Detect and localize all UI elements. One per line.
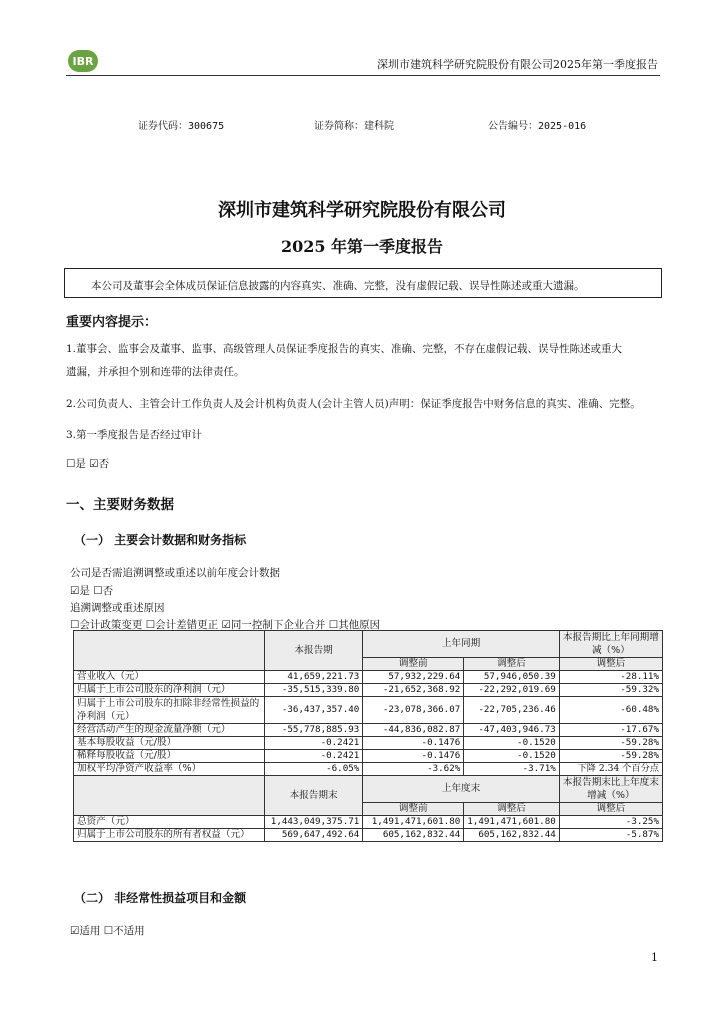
retro-question: 公司是否需追溯调整或重述以前年度会计数据 bbox=[70, 567, 280, 579]
stock-abbr: 证券简称：建科院 bbox=[314, 121, 394, 132]
retro-reasons: ☐会计政策变更 ☐会计差错更正 ☑同一控制下企业合并 ☐其他原因 bbox=[70, 619, 381, 631]
stock-code: 证券代码：300675 bbox=[138, 121, 225, 132]
company-title: 深圳市建筑科学研究院股份有限公司 bbox=[218, 200, 506, 221]
table-row bbox=[74, 816, 663, 829]
cell-after: -3.71% bbox=[464, 763, 560, 776]
table-row bbox=[74, 750, 663, 763]
row-label: 经营活动产生的现金流量净额（元） bbox=[74, 724, 265, 737]
section-1-heading: 一、主要财务数据 bbox=[66, 497, 174, 513]
header-after: 调整后 bbox=[464, 658, 560, 671]
header-change-2: 本报告期末比上年度末增减（%） bbox=[559, 776, 662, 803]
header-period-end: 本报告期末 bbox=[264, 776, 362, 816]
cell-before: -3.62% bbox=[363, 763, 464, 776]
header-divider bbox=[66, 75, 660, 76]
cell-change: -59.28% bbox=[559, 737, 662, 750]
header-after-change-2: 调整后 bbox=[559, 803, 662, 816]
logo-text: IBR bbox=[72, 54, 94, 68]
header-last-year: 上年同期 bbox=[363, 631, 559, 658]
row-label: 归属于上市公司股东的所有者权益（元） bbox=[74, 829, 265, 842]
row-label: 总资产（元） bbox=[74, 816, 265, 829]
cell-change: -60.48% bbox=[559, 697, 662, 724]
company-logo bbox=[68, 50, 98, 72]
table-row bbox=[74, 684, 663, 697]
report-title: 2025 年第一季度报告 bbox=[280, 237, 444, 256]
row-label: 归属于上市公司股东的净利润（元） bbox=[74, 684, 265, 697]
row-label: 加权平均净资产收益率（%） bbox=[74, 763, 265, 776]
note-1-line1: 1.董事会、监事会及董事、监事、高级管理人员保证季度报告的真实、准确、完整，不存在虚假记载、误导性陈述或重大 bbox=[66, 343, 623, 355]
cell-before: -0.1476 bbox=[363, 737, 464, 750]
row-label: 营业收入（元） bbox=[74, 671, 265, 684]
note-2: 2.公司负责人、主管会计工作负责人及会计机构负责人(会计主管人员)声明：保证季度报告中财务信息的真实、准确、完整。 bbox=[66, 398, 641, 410]
row-label: 稀释每股收益（元/股） bbox=[74, 750, 265, 763]
cell-after: -0.1520 bbox=[464, 750, 560, 763]
table-row bbox=[74, 724, 663, 737]
row-label: 归属于上市公司股东的扣除非经常性损益的净利润（元） bbox=[74, 697, 265, 724]
cell-before: -21,652,368.92 bbox=[363, 684, 464, 697]
cell-before: -0.1476 bbox=[363, 750, 464, 763]
table-row bbox=[74, 763, 663, 776]
cell-current: 569,647,492.64 bbox=[264, 829, 362, 842]
subsection-2-heading: （二） 非经常性损益项目和金额 bbox=[74, 891, 247, 905]
important-heading: 重要内容提示： bbox=[66, 315, 158, 330]
table-row bbox=[74, 829, 663, 842]
table-row bbox=[74, 671, 663, 684]
row-label: 基本每股收益（元/股） bbox=[74, 737, 265, 750]
subsection-1-heading: （一） 主要会计数据和财务指标 bbox=[74, 533, 247, 547]
cell-change: -59.32% bbox=[559, 684, 662, 697]
cell-change: -28.11% bbox=[559, 671, 662, 684]
cell-change: -3.25% bbox=[559, 816, 662, 829]
header-change: 本报告期比上年同期增减（%） bbox=[559, 631, 662, 658]
cell-after: 1,491,471,601.80 bbox=[464, 816, 560, 829]
table-row bbox=[74, 697, 663, 724]
note-3: 3.第一季度报告是否经过审计 bbox=[66, 429, 203, 441]
cell-change: -59.28% bbox=[559, 750, 662, 763]
audit-answer: ☐是 ☑否 bbox=[66, 458, 110, 470]
header-last-year-end: 上年度末 bbox=[363, 776, 559, 803]
applicability-answer: ☑适用 ☐不适用 bbox=[70, 925, 145, 937]
disclaimer-box bbox=[64, 268, 662, 298]
cell-before: 1,491,471,601.80 bbox=[363, 816, 464, 829]
key-financial-table bbox=[73, 630, 663, 842]
header-current: 本报告期 bbox=[264, 631, 362, 671]
retro-reason-label: 追溯调整或重述原因 bbox=[70, 602, 165, 614]
cell-current: -0.2421 bbox=[264, 737, 362, 750]
cell-after: 605,162,832.44 bbox=[464, 829, 560, 842]
cell-before: -23,078,366.07 bbox=[363, 697, 464, 724]
cell-after: 57,946,050.39 bbox=[464, 671, 560, 684]
cell-before: 605,162,832.44 bbox=[363, 829, 464, 842]
header-after-change: 调整后 bbox=[559, 658, 662, 671]
cell-current: 41,659,221.73 bbox=[264, 671, 362, 684]
cell-current: -6.05% bbox=[264, 763, 362, 776]
cell-current: -36,437,357.40 bbox=[264, 697, 362, 724]
cell-current: -35,515,339.80 bbox=[264, 684, 362, 697]
cell-current: -55,778,885.93 bbox=[264, 724, 362, 737]
cell-change: -17.67% bbox=[559, 724, 662, 737]
note-1-line2: 遗漏，并承担个别和连带的法律责任。 bbox=[66, 366, 245, 378]
cell-current: -0.2421 bbox=[264, 750, 362, 763]
header-before: 调整前 bbox=[363, 658, 464, 671]
header-after-2: 调整后 bbox=[464, 803, 560, 816]
cell-after: -22,292,019.69 bbox=[464, 684, 560, 697]
notice-number: 公告编号：2025-016 bbox=[488, 121, 587, 132]
page-number: 1 bbox=[651, 951, 658, 964]
running-title: 深圳市建筑科学研究院股份有限公司2025年第一季度报告 bbox=[377, 58, 658, 71]
table-row bbox=[74, 737, 663, 750]
cell-current: 1,443,049,375.71 bbox=[264, 816, 362, 829]
cell-after: -0.1520 bbox=[464, 737, 560, 750]
cell-before: -44,836,082.87 bbox=[363, 724, 464, 737]
table-header-row bbox=[74, 631, 663, 658]
header-blank bbox=[74, 631, 265, 671]
cell-after: -47,403,946.73 bbox=[464, 724, 560, 737]
cell-before: 57,932,229.64 bbox=[363, 671, 464, 684]
disclaimer-text: 本公司及董事会全体成员保证信息披露的内容真实、准确、完整，没有虚假记载、误导性陈述或重大遗漏。 bbox=[91, 280, 585, 292]
table-header-row-2 bbox=[74, 776, 663, 803]
cell-change: -5.87% bbox=[559, 829, 662, 842]
header-before-2: 调整前 bbox=[363, 803, 464, 816]
cell-after: -22,705,236.46 bbox=[464, 697, 560, 724]
header-blank-2 bbox=[74, 776, 265, 816]
retro-answer: ☑是 ☐否 bbox=[70, 585, 114, 597]
cell-change: 下降 2.34 个百分点 bbox=[559, 763, 662, 776]
